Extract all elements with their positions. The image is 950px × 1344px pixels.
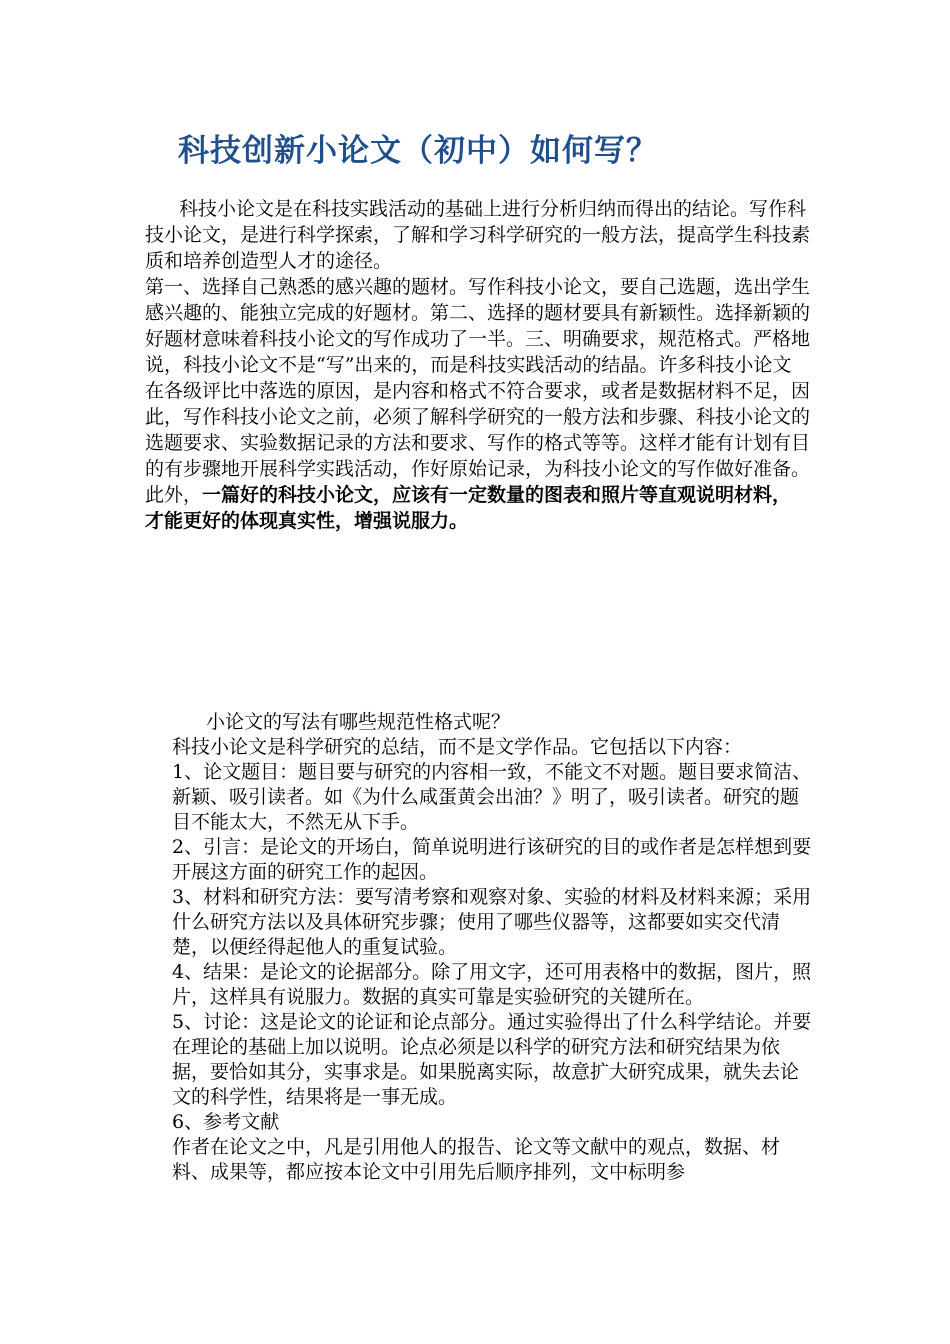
emphasis-text: 一篇好的科技小论文，应该有一定数量的图表和照片等直观说明材料，才能更好的体现真实性，增强说服力。 [145,484,792,532]
page-title: 科技创新小论文（初中）如何写？ [178,133,658,169]
format-section [172,710,812,1185]
selection-paragraph [145,274,810,534]
section-heading: 小论文的写法有哪些规范性格式呢？ [206,711,511,733]
list-item-discussion: 5、讨论：这是论文的论证和论点部分。通过实验得出了什么科学结论。并要在理论的基础上加以说明。论点必须是以科学的研究方法和研究结果为依据，要恰如其分，实事求是。如果脱离实际，故意扩大研究成果，就失去论文的科学性，结果将是一事无成。 [172,1011,812,1108]
list-item-introduction: 2、引言：是论文的开场白，简单说明进行该研究的目的或作者是怎样想到要开展这方面的研究工作的起因。 [172,836,812,883]
list-item-methods: 3、材料和研究方法：要写清考察和观察对象、实验的材料及材料来源；采用什么研究方法以及具体研究步骤；使用了哪些仪器等，这都要如实交代清楚，以便经得起他人的重复试验。 [172,886,812,958]
section-lead: 科技小论文是科学研究的总结，而不是文学作品。它包括以下内容： [172,736,743,758]
intro-paragraph: 科技小论文是在科技实践活动的基础上进行分析归纳而得出的结论。写作科技小论文，是进行科学探索，了解和学习科学研究的一般方法，提高学生科技素质和培养创造型人才的途径。 [145,198,811,272]
list-item-title: 1、论文题目：题目要与研究的内容相一致，不能文不对题。题目要求简洁、新颖、吸引读者。如《为什么咸蛋黄会出油？》明了，吸引读者。研究的题目不能太大，不然无从下手。 [172,761,812,833]
list-item-results: 4、结果：是论文的论据部分。除了用文字，还可用表格中的数据，图片，照片，这样具有说服力。数据的真实可靠是实验研究的关键所在。 [172,961,812,1008]
references-text: 作者在论文之中，凡是引用他人的报告、论文等文献中的观点，数据、材料、成果等，都应按本论文中引用先后顺序排列，文中标明参 [172,1136,781,1183]
intro-section [145,196,810,534]
list-item-references: 6、参考文献 [172,1111,280,1133]
selection-paragraph-text: 第一、选择自己熟悉的感兴趣的题材。写作科技小论文，要自己选题，选出学生感兴趣的、能独立完成的好题材。第二、选择的题材要具有新颖性。选择新颖的好题材意味着科技小论文的写作成功了一半。三、明确要求，规范格式。严格地说，科技小论文不是“写”出来的，而是科技实践活动的结晶。许多科技小论文在各级评比中落选的原因，是内容和格式不符合要求，或者是数据材料不足，因此，写作科技小论文之前，必须了解科学研究的一般方法和步骤、科技小论文的选题要求、实验数据记录的方法和要求、写作的格式等等。这样才能有计划有目的有步骤地开展科学实践活动，作好原始记录，为科技小论文的写作做好准备。此外， [145,276,811,506]
